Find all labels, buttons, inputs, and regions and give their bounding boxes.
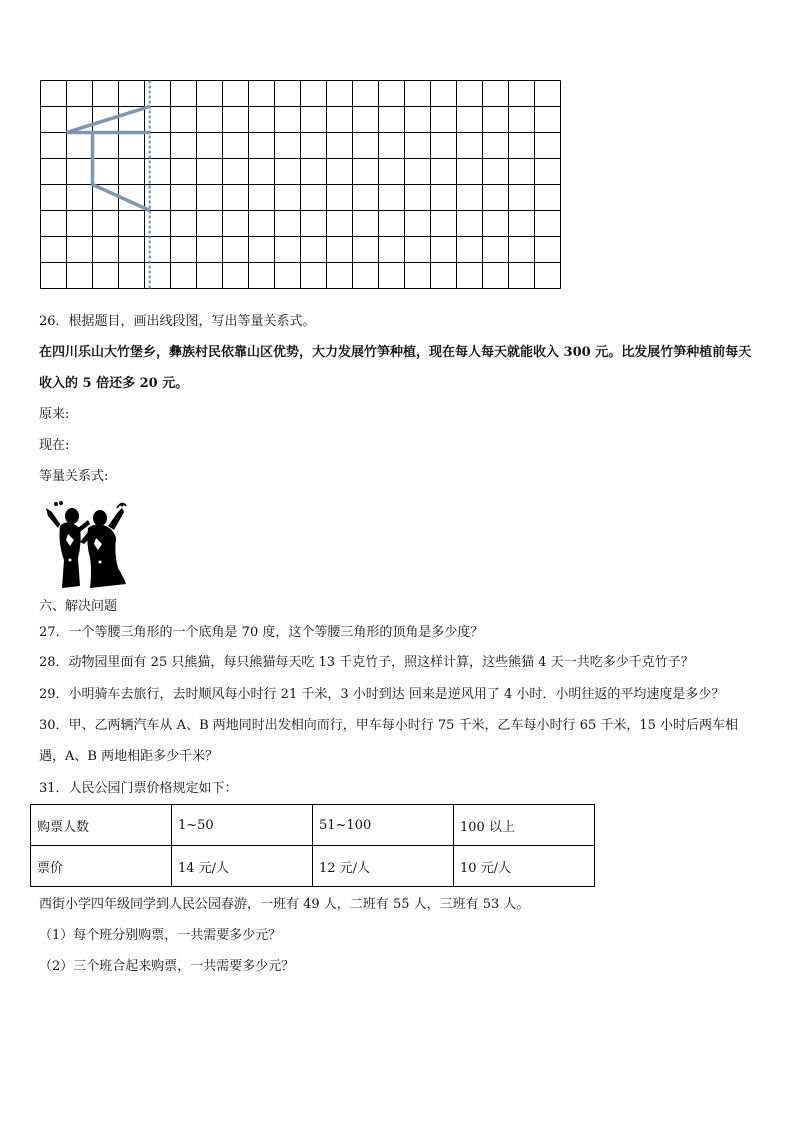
table-row bbox=[31, 805, 595, 846]
grid-svg bbox=[40, 80, 566, 300]
table-cell: 票价 bbox=[31, 846, 172, 887]
q31-sub1: （1）每个班分别购票，一共需要多少元？ bbox=[39, 928, 282, 943]
dancers-silhouette-image bbox=[44, 498, 130, 594]
table-cell: 14 元/人 bbox=[172, 846, 313, 887]
table-cell: 1~50 bbox=[172, 805, 313, 846]
symmetry-grid bbox=[40, 80, 566, 304]
table-cell: 10 元/人 bbox=[454, 846, 595, 887]
table-cell: 51~100 bbox=[313, 805, 454, 846]
table-row bbox=[31, 846, 595, 887]
dancers-silhouette bbox=[44, 498, 130, 590]
q26-body: 在四川乐山大竹堡乡，彝族村民依靠山区优势，大力发展竹笋种植，现在每人每天就能收入 300 元。比发展竹笋种植前每天收入的 5 倍还多 20 元。 bbox=[39, 345, 752, 391]
q29: 29．小明骑车去旅行，去时顺风每小时行 21 千米，3 小时到达 回来是逆风用了 4 小时．小明往返的平均速度是多少？ bbox=[39, 687, 725, 702]
table-cell: 购票人数 bbox=[31, 805, 172, 846]
section-title: 六、解决问题 bbox=[39, 599, 118, 614]
q28: 28．动物园里面有 25 只熊猫，每只熊猫每天吃 13 千克竹子，照这样计算，这些熊猫 4 天一共吃多少千克竹子？ bbox=[39, 655, 694, 670]
table-cell: 100 以上 bbox=[454, 805, 595, 846]
ticket-price-table bbox=[30, 804, 595, 887]
q27: 27．一个等腰三角形的一个底角是 70 度，这个等腰三角形的顶角是多少度？ bbox=[39, 625, 484, 640]
q31-body: 西街小学四年级同学到人民公园春游，一班有 49 人，二班有 55 人，三班有 53 人。 bbox=[39, 897, 530, 912]
q31-sub2: （2）三个班合起来购票，一共需要多少元？ bbox=[39, 959, 295, 974]
q30: 30．甲、乙两辆汽车从 A、B 两地同时出发相向而行，甲车每小时行 75 千米，乙车每小时行 65 千米，15 小时后两车相遇，A、B 两地相距多少千米？ bbox=[39, 718, 739, 764]
table-cell: 12 元/人 bbox=[313, 846, 454, 887]
q26-relation-label: 等量关系式: bbox=[39, 469, 109, 484]
q26-original-label: 原来: bbox=[39, 407, 70, 422]
q31-title: 31．人民公园门票价格规定如下： bbox=[39, 781, 238, 796]
q26-now-label: 现在: bbox=[39, 438, 70, 453]
q26-title: 26．根据题目，画出线段图，写出等量关系式。 bbox=[39, 314, 316, 329]
